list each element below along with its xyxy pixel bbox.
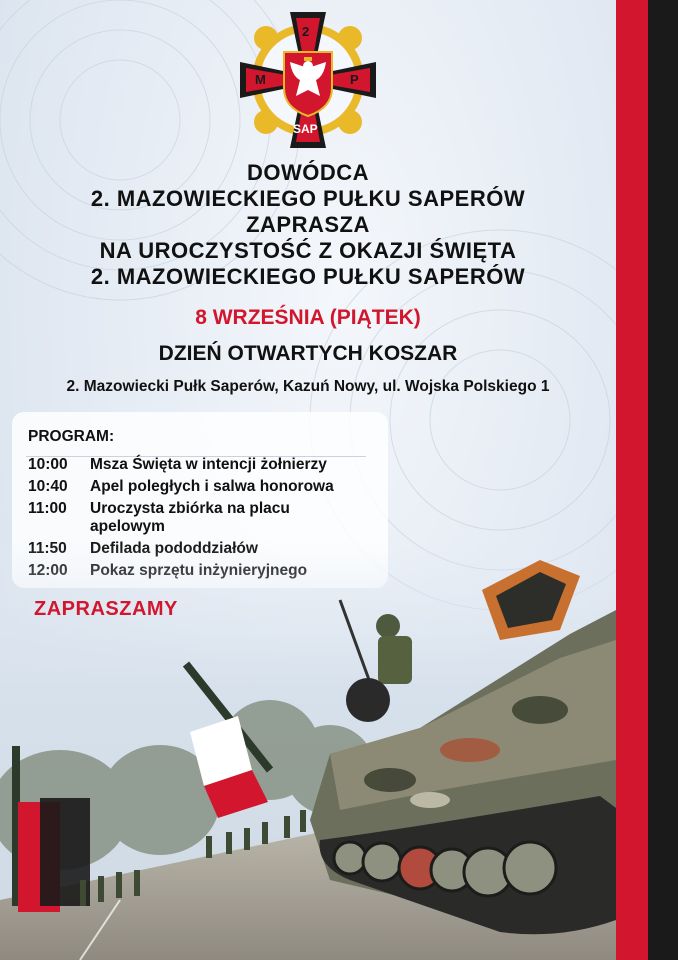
emblem-letters-sap: SAP <box>293 122 318 136</box>
program-item <box>28 500 320 536</box>
program-title: PROGRAM: <box>28 428 115 445</box>
headline-line: ZAPRASZA <box>246 212 370 237</box>
headline-line: DOWÓDCA <box>246 160 370 185</box>
regiment-emblem <box>238 10 378 150</box>
event-date: 8 WRZEŚNIA (PIĄTEK) <box>195 306 421 329</box>
headline-line: 2. MAZOWIECKIEGO PUŁKU SAPERÓW <box>90 264 526 289</box>
program-item <box>28 478 360 496</box>
program-text: Apel poległych i salwa honorowa <box>90 478 334 495</box>
black-border-stripe <box>648 0 678 960</box>
program-item <box>28 456 360 474</box>
event-address: 2. Mazowiecki Pułk Saperów, Kazuń Nowy, ul. Wojska Polskiego 1 <box>66 378 550 395</box>
program-time: 11:00 <box>28 500 67 517</box>
program-time: 10:00 <box>28 456 68 473</box>
program-text: Uroczysta zbiórka na placu apelowym <box>90 500 290 535</box>
program-text: Msza Święta w intencji żołnierzy <box>90 456 327 473</box>
invitation-headline <box>0 160 616 290</box>
program-time: 10:40 <box>28 478 68 495</box>
headline-line: NA UROCZYSTOŚĆ Z OKAZJI ŚWIĘTA <box>99 238 517 263</box>
emblem-letter-m: M <box>255 72 266 87</box>
event-name: DZIEŃ OTWARTYCH KOSZAR <box>158 342 458 365</box>
red-border-stripe <box>616 0 648 960</box>
emblem-letter-p: P <box>350 72 359 87</box>
emblem-number: 2 <box>302 24 310 39</box>
headline-line: 2. MAZOWIECKIEGO PUŁKU SAPERÓW <box>90 186 526 211</box>
invite-text: ZAPRASZAMY <box>34 598 178 620</box>
